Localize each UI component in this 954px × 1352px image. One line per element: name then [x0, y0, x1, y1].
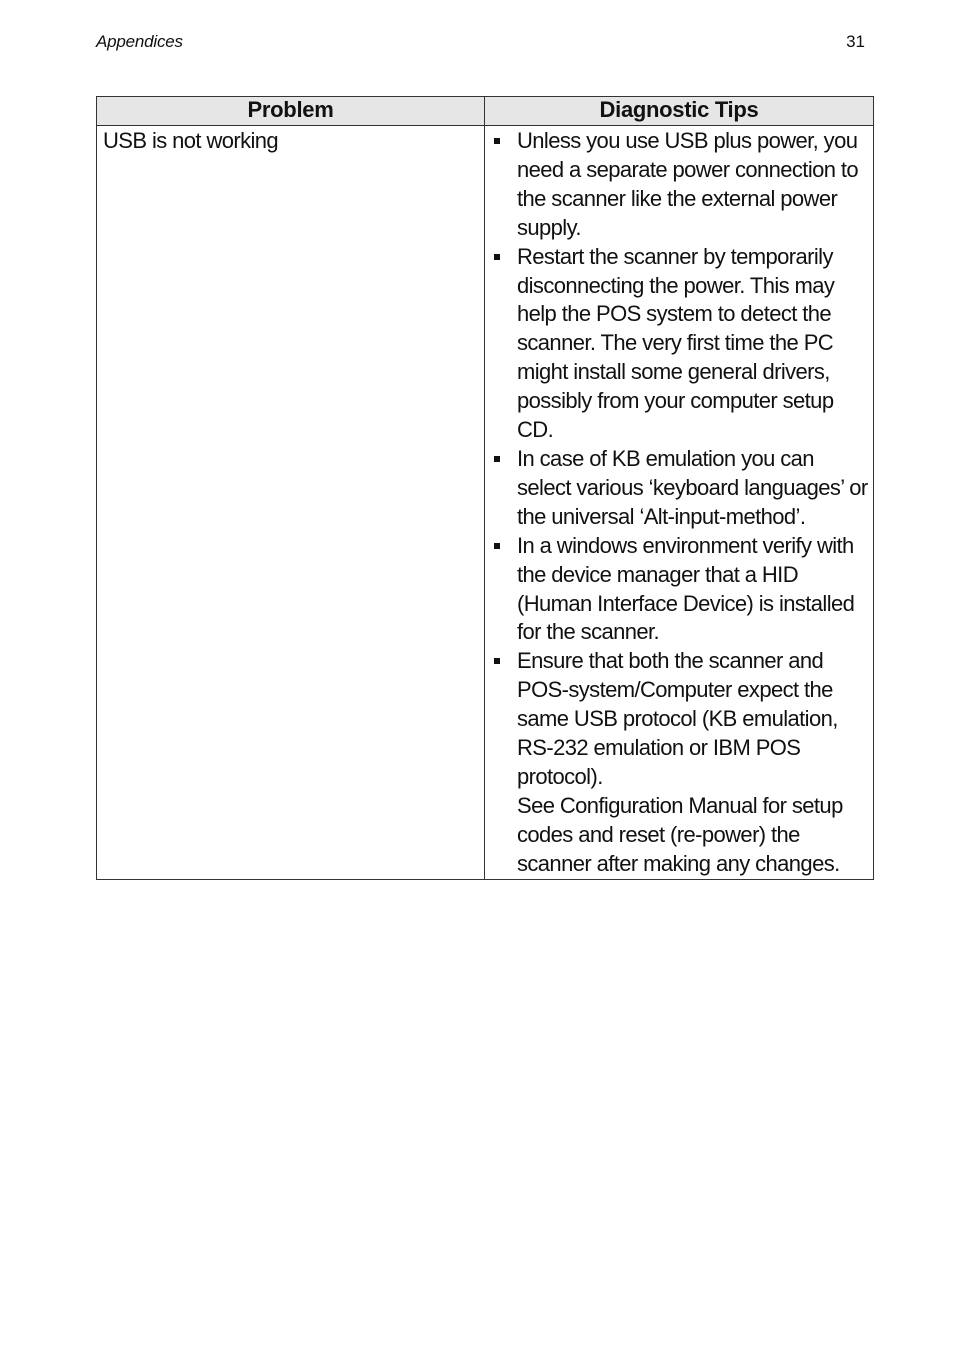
column-header-diagnostic-tips: Diagnostic Tips — [485, 97, 874, 126]
tip-text: In case of KB emulation you can select various ‘keyboard languages’ or the universal ‘Alt-input-method’. — [517, 445, 868, 529]
tip-text: Ensure that both the scanner and POS-system/Computer expect the same USB protocol (KB emulation, RS-232 emulation or IBM POS protocol). — [517, 648, 838, 789]
table-header-row — [97, 97, 874, 126]
column-header-problem: Problem — [97, 97, 485, 126]
square-bullet-icon — [494, 138, 500, 144]
tip-note: See Configuration Manual for setup codes and reset (re-power) the scanner after making any changes. — [517, 792, 843, 876]
square-bullet-icon — [494, 658, 500, 664]
square-bullet-icon — [494, 456, 500, 462]
running-header-section: Appendices — [96, 32, 183, 51]
list-item — [491, 532, 869, 648]
list-item — [491, 647, 869, 878]
list-item — [491, 127, 869, 243]
square-bullet-icon — [494, 254, 500, 260]
tip-text: Unless you use USB plus power, you need a separate power connection to the scanner like the external power supply. — [517, 128, 859, 240]
tip-text: Restart the scanner by temporarily disconnecting the power. This may help the POS system to detect the scanner. The very first time the PC might install some general drivers, possibly from your computer setup CD. — [517, 243, 835, 443]
tip-text: In a windows environment verify with the device manager that a HID (Human Interface Device) is installed for the scanner. — [517, 532, 855, 645]
square-bullet-icon — [494, 543, 500, 549]
list-item — [491, 445, 869, 532]
tip-list — [491, 127, 869, 879]
tips-cell — [485, 126, 874, 880]
table-row — [97, 126, 874, 880]
page-number: 31 — [846, 32, 865, 51]
list-item — [491, 243, 869, 445]
diagnostic-table — [96, 96, 874, 880]
problem-cell: USB is not working — [97, 126, 485, 880]
